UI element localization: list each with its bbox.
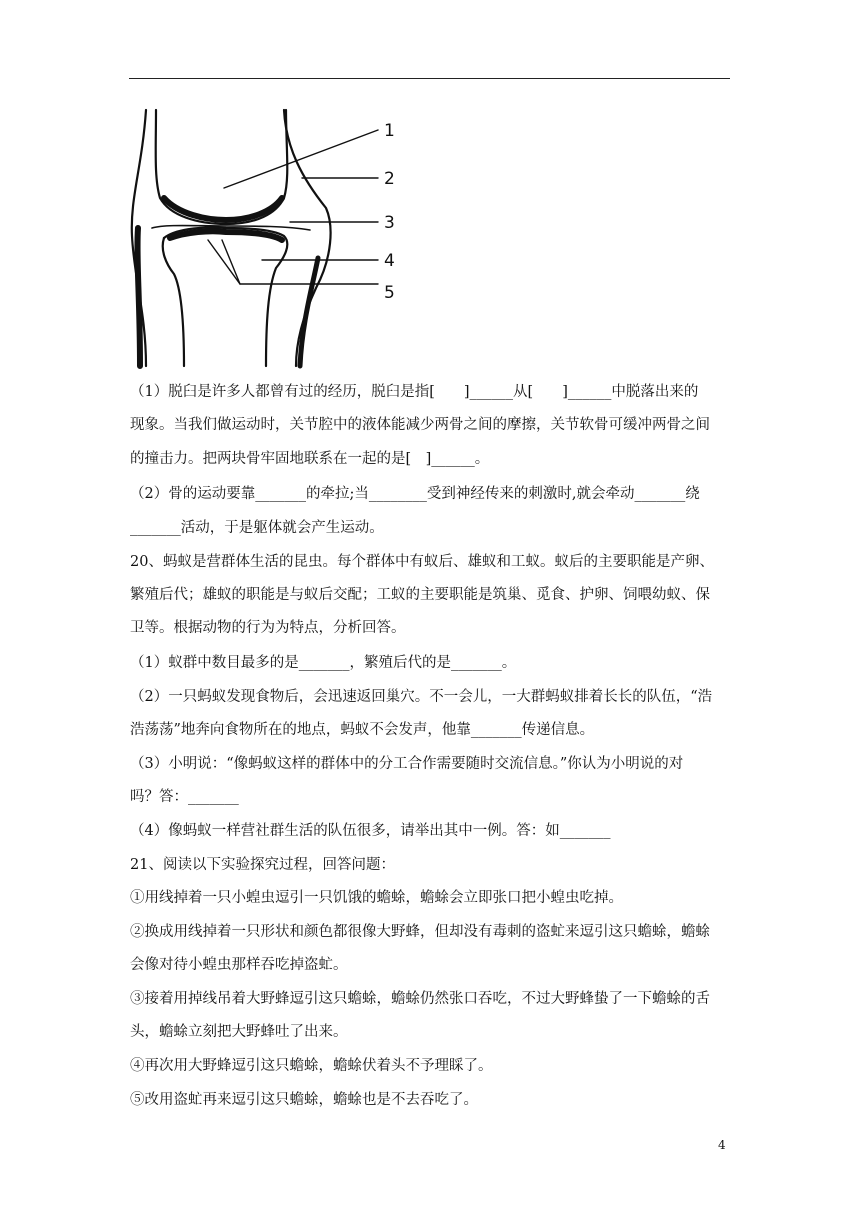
label-1: 1 <box>384 121 395 141</box>
label-5: 5 <box>384 283 395 303</box>
q20-intro-line-3: 卫等。根据动物的行为为特点，分析回答。 <box>130 620 406 636</box>
label-4: 4 <box>384 251 395 271</box>
q19-1-line-2: 现象。当我们做运动时，关节腔中的液体能减少两骨之间的摩擦，关节软骨可缓冲两骨之间 <box>130 417 710 433</box>
q19-1-line-3: 的撞击力。把两块骨牢固地联系在一起的是[ ]______。 <box>130 451 490 467</box>
q19-2-line-1: （2）骨的运动要靠_______的牵拉;当________受到神经传来的刺激时,就会牵动_______绕 <box>130 486 700 502</box>
q21-step-3-line-1: ③接着用掉线吊着大野蜂逗引这只蟾蜍，蟾蜍仍然张口吞吃，不过大野蜂蛰了一下蟾蜍的舌 <box>130 991 710 1007</box>
label-3: 3 <box>384 213 395 233</box>
q20-2-line-1: （2）一只蚂蚁发现食物后，会迅速返回巢穴。不一会儿，一大群蚂蚁排着长长的队伍，“浩 <box>130 689 713 705</box>
header-rule <box>129 78 730 79</box>
page-number: 4 <box>718 1138 726 1152</box>
label-2: 2 <box>384 169 395 189</box>
q21-step-4: ④再次用大野蜂逗引这只蟾蜍，蟾蜍伏着头不予理睬了。 <box>130 1058 493 1074</box>
q21-step-1: ①用线掉着一只小蝗虫逗引一只饥饿的蟾蜍，蟾蜍会立即张口把小蝗虫吃掉。 <box>130 890 623 906</box>
q20-intro-line-1: 20、蚂蚁是营群体生活的昆虫。每个群体中有蚁后、雄蚁和工蚁。蚁后的主要职能是产卵、 <box>130 554 714 570</box>
q20-4-line: （4）像蚂蚁一样营社群生活的队伍很多，请举出其中一例。答：如_______ <box>130 823 611 839</box>
q19-2-line-2: _______活动，于是躯体就会产生运动。 <box>130 520 384 536</box>
q20-1-line: （1）蚁群中数目最多的是_______，繁殖后代的是_______。 <box>130 655 517 671</box>
q20-3-line-1: （3）小明说：“像蚂蚁这样的群体中的分工合作需要随时交流信息。”你认为小明说的对 <box>130 756 684 772</box>
q20-intro-line-2: 繁殖后代；雄蚁的职能是与蚁后交配；工蚁的主要职能是筑巢、觅食、护卵、饲喂幼蚁、保 <box>130 587 710 603</box>
joint-diagram-svg <box>126 108 416 370</box>
q19-1-line-1: （1）脱臼是许多人都曾有过的经历，脱臼是指[ ]______从[ ]______中脱落出来的 <box>130 384 699 400</box>
q20-3-line-2: 吗？答：_______ <box>130 789 239 805</box>
q21-step-2-line-1: ②换成用线掉着一只形状和颜色都很像大野蜂，但却没有毒刺的盗虻来逗引这只蟾蜍，蟾蜍 <box>130 924 710 940</box>
q20-2-line-2: 浩荡荡”地奔向食物所在的地点，蚂蚁不会发声，他靠_______传递信息。 <box>130 722 595 738</box>
q21-step-3-line-2: 头，蟾蜍立刻把大野蜂吐了出来。 <box>130 1024 348 1040</box>
q21-step-2-line-2: 会像对待小蝗虫那样吞吃掉盗虻。 <box>130 957 348 973</box>
q21-step-5: ⑤改用盗虻再来逗引这只蟾蜍，蟾蜍也是不去吞吃了。 <box>130 1092 478 1108</box>
q21-intro-line: 21、阅读以下实验探究过程，回答问题： <box>130 857 395 873</box>
joint-diagram <box>126 108 416 370</box>
